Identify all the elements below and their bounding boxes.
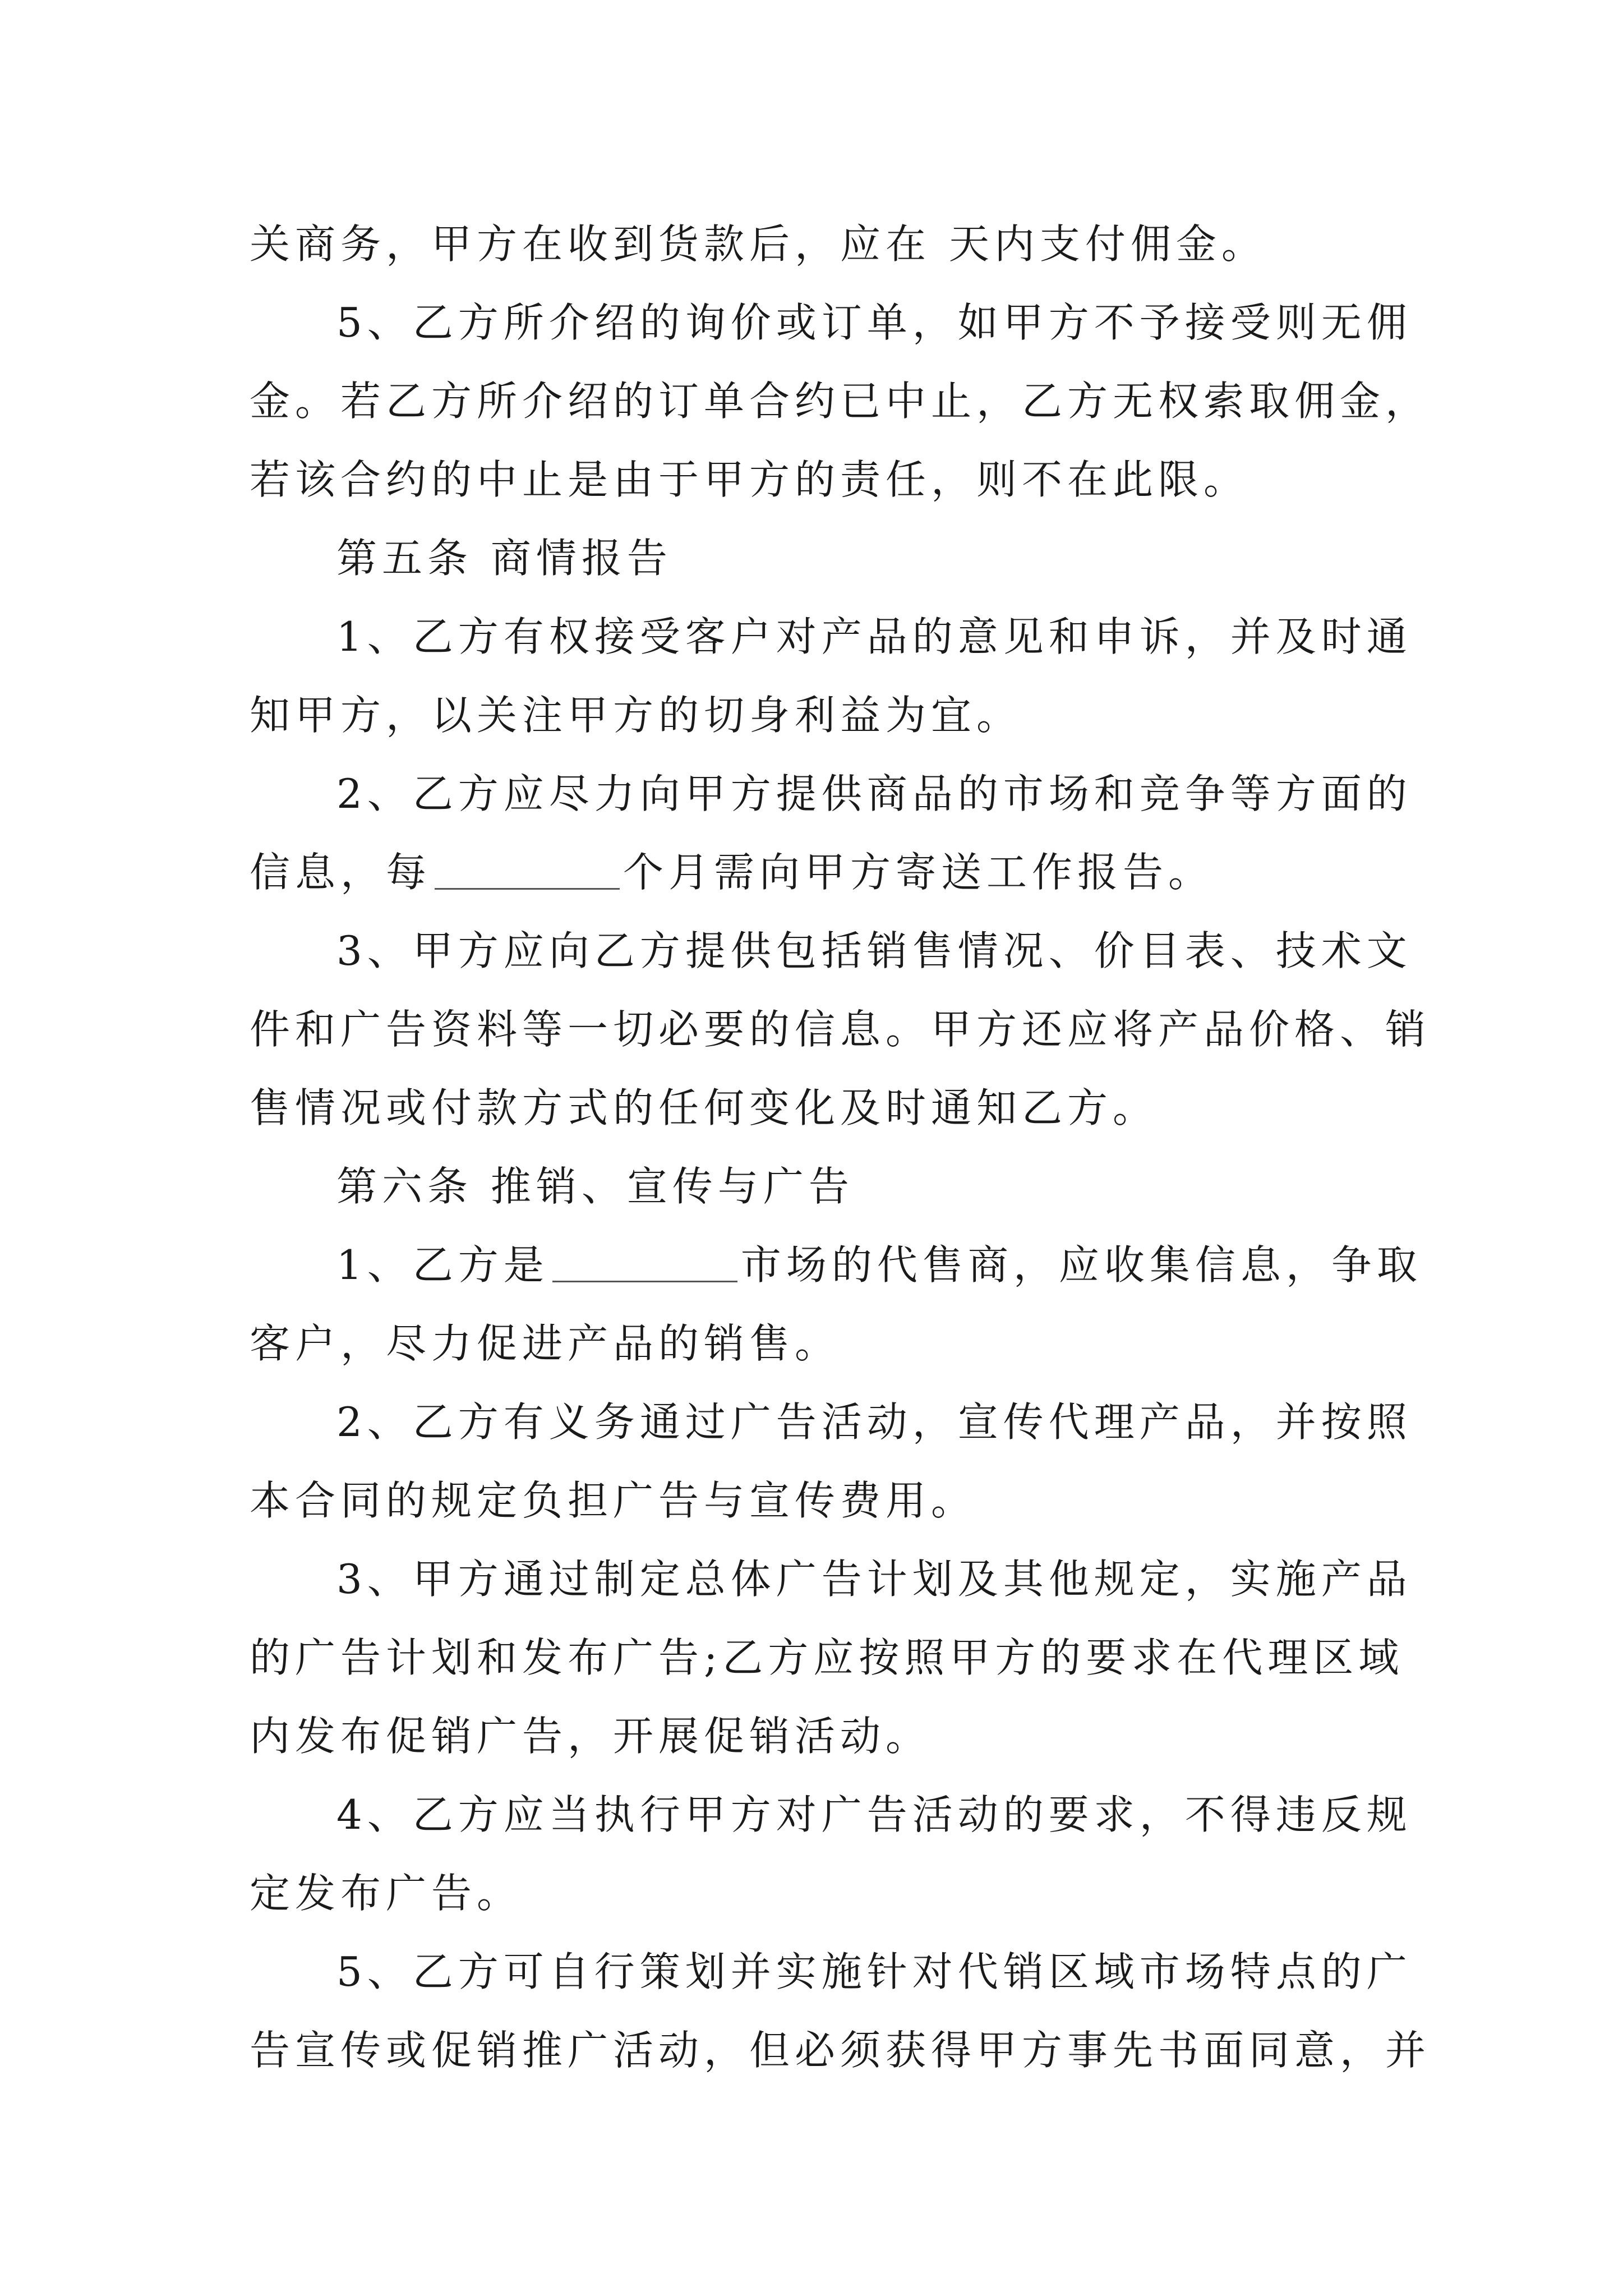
section-heading-5: 第五条 商情报告 — [336, 535, 672, 582]
text-line: 5、乙方所介绍的询价或订单，如甲方不予接受则无佣 — [336, 299, 1412, 346]
fill-in-blank — [435, 887, 620, 890]
text-line: 客户，尽力促进产品的销售。 — [250, 1320, 841, 1367]
text-line: 4、乙方应当执行甲方对广告活动的要求，不得违反规 — [336, 1791, 1412, 1838]
text-line: 售情况或付款方式的任何变化及时通知乙方。 — [250, 1084, 1159, 1131]
text-line — [250, 1226, 1422, 1304]
text-segment: 信息，每 — [250, 849, 432, 896]
fill-in-blank — [552, 1280, 737, 1282]
text-line: 若该合约的中止是由于甲方的责任，则不在此限。 — [250, 456, 1249, 503]
text-line: 内发布促销广告，开展促销活动。 — [250, 1713, 932, 1760]
text-line — [250, 833, 1396, 912]
text-line: 3、甲方应向乙方提供包括销售情况、价目表、技术文 — [336, 927, 1412, 974]
text-line: 金。若乙方所介绍的订单合约已中止，乙方无权索取佣金， — [250, 378, 1431, 425]
text-line: 的广告计划和发布广告;乙方应按照甲方的要求在代理区域 — [250, 1634, 1404, 1681]
text-line: 本合同的规定负担广告与宣传费用。 — [250, 1477, 977, 1524]
text-line: 3、甲方通过制定总体广告计划及其他规定，实施产品 — [336, 1556, 1412, 1603]
text-line: 件和广告资料等一切必要的信息。甲方还应将产品价格、销 — [250, 1006, 1431, 1053]
text-segment: 个月需向甲方寄送工作报告。 — [623, 849, 1214, 896]
text-segment: 市场的代售商，应收集信息，争取 — [740, 1241, 1422, 1289]
text-line: 告宣传或促销推广活动，但必须获得甲方事先书面同意，并 — [250, 2027, 1431, 2074]
text-line: 5、乙方可自行策划并实施针对代销区域市场特点的广 — [336, 1948, 1412, 1995]
text-line: 1、乙方有权接受客户对产品的意见和申诉，并及时通 — [336, 613, 1412, 660]
text-segment: 1、乙方是 — [336, 1241, 549, 1289]
text-line: 知甲方，以关注甲方的切身利益为宜。 — [250, 692, 1022, 739]
text-line: 关商务，甲方在收到货款后，应在 天内支付佣金。 — [250, 220, 1267, 268]
text-line: 2、乙方有义务通过广告活动，宣传代理产品，并按照 — [336, 1398, 1412, 1446]
document-body — [250, 205, 1431, 2090]
text-line: 2、乙方应尽力向甲方提供商品的市场和竞争等方面的 — [336, 770, 1412, 817]
text-line: 定发布广告。 — [250, 1870, 523, 1917]
section-heading-6: 第六条 推销、宣传与广告 — [336, 1163, 854, 1210]
